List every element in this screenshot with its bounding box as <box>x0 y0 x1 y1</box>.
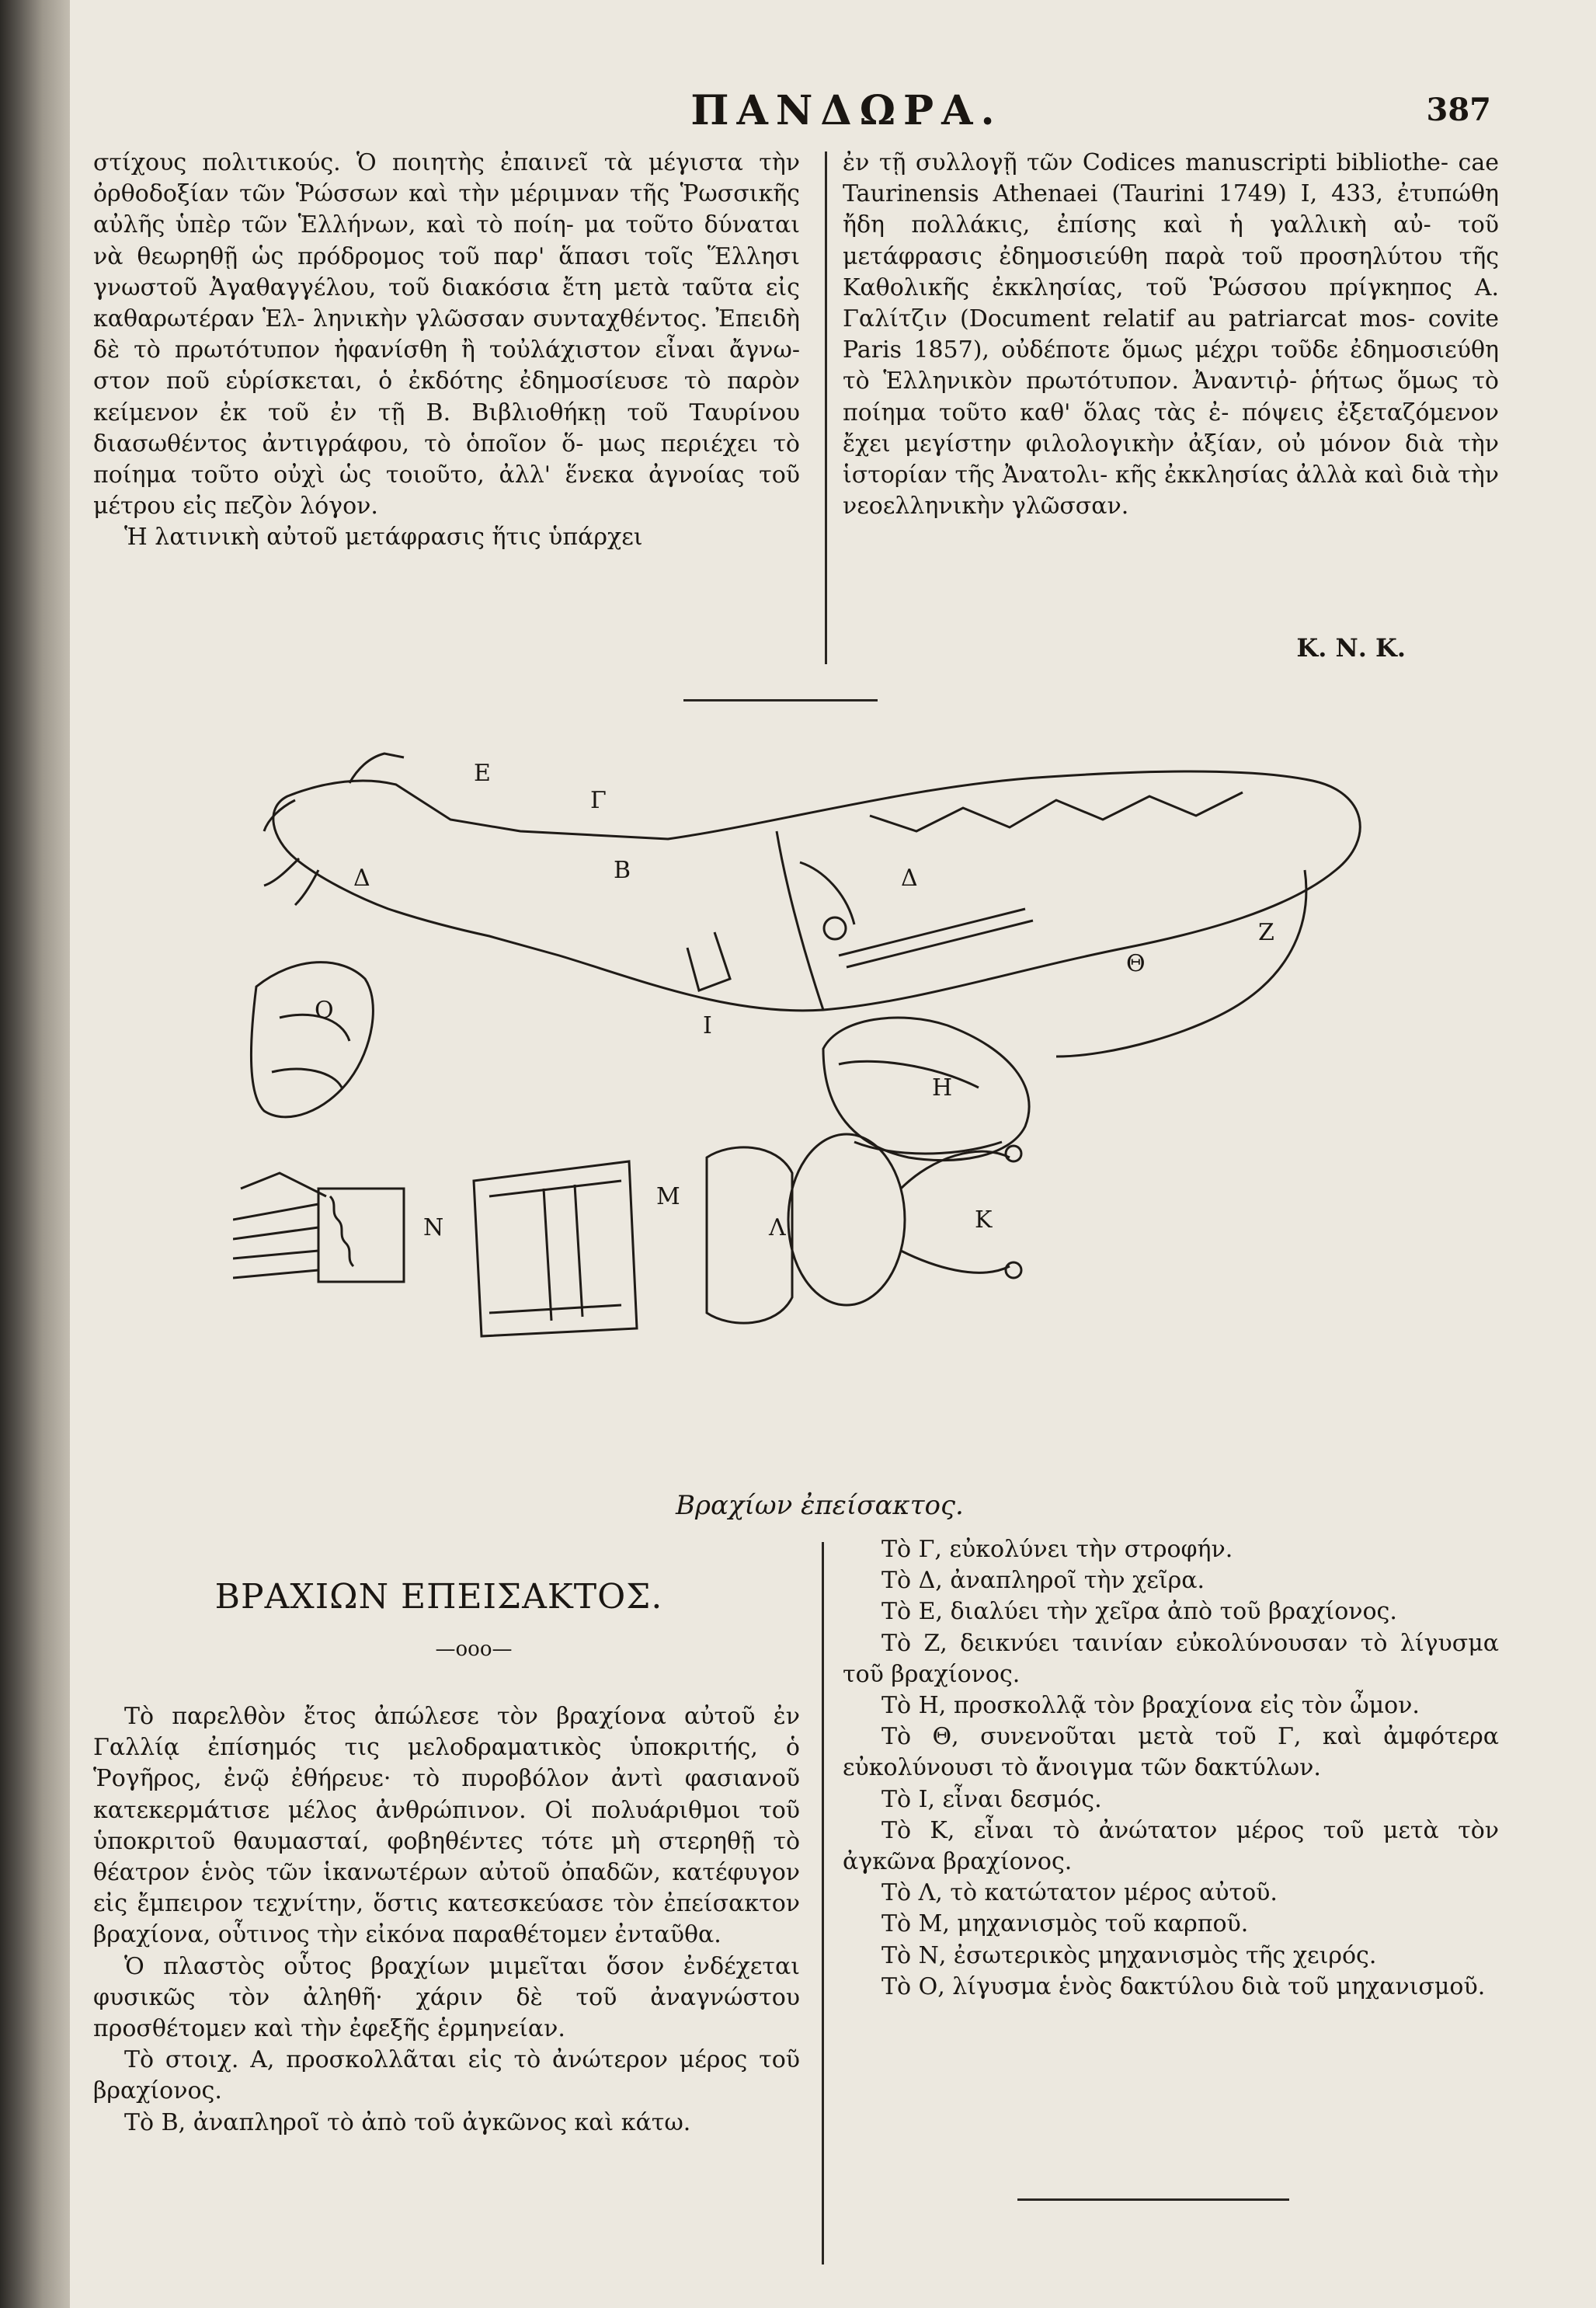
finger-mechanism <box>251 963 373 1117</box>
text-line: ἀξίαν, οὐ μόνον διὰ τὴν ἱστορίαν τῆς Ἀνατολι- <box>843 430 1499 489</box>
lacing <box>870 792 1243 831</box>
text-line: παρὸν κείμενον ἐκ τοῦ ἐν τῇ Β. Βιβλιοθήκῃ τοῦ <box>93 367 800 426</box>
text-line: cae Taurinensis Athenaei (Taurini 1749) I, 433, <box>843 149 1499 208</box>
pulley-cord <box>901 1151 1010 1272</box>
shoulder-cuff <box>823 1018 1029 1161</box>
letter-label: Ε <box>474 760 491 787</box>
text-line: ἐδημοσιεύθη τὸ Ἑλληνικὸν πρωτότυπον. Ἀναντιῤ- <box>843 336 1499 395</box>
letter-label: Β <box>614 857 631 884</box>
text-line: ἀλλ' ἕνεκα ἀγνοίας τοῦ μέτρου εἰς πεζὸν λόγον. <box>93 461 800 520</box>
text-line: κῆς ἐκκλησίας ἀλλὰ καὶ διὰ τὴν νεοελληνικὴν <box>843 461 1499 520</box>
tie-strap <box>687 932 730 990</box>
text-line: τῆς Καθολικῆς ἐκκλησίας, τοῦ Ῥώσσου πρίγκηπος <box>843 242 1499 301</box>
text-line: τοῦ μετάφρασις ἐδημοσιεύθη παρὰ τοῦ προσηλύτου <box>843 211 1499 270</box>
pulley-ring <box>1006 1262 1021 1278</box>
text-line: Α. Γαλίτζιν (Document relatif au patriarcat mos- <box>843 273 1499 333</box>
legend-item: Τὸ Θ, συνενοῦται μετὰ τοῦ Γ, καὶ ἀμφότερα εὐκολύνουσι τὸ ἄνοιγμα τῶν δακτύλων. <box>843 1723 1499 1782</box>
text-line: πόψεις ἐξεταζόμενον ἔχει μεγίστην φιλολογικὴν <box>843 399 1499 458</box>
legend-item: Τὸ Ι, εἶναι δεσμός. <box>881 1785 1102 1813</box>
arm-outline <box>273 771 1360 1011</box>
legend-item: Τὸ Μ, μηχανισμὸς τοῦ καρποῦ. <box>881 1910 1249 1938</box>
page-number: 387 <box>1426 92 1491 128</box>
hand-fingers <box>264 754 404 905</box>
article-body-left <box>93 1701 800 2139</box>
legend-item: Τὸ Λ, τὸ κατώτατον μέρος αὐτοῦ. <box>881 1879 1278 1907</box>
text-line: Ῥωσσικῆς αὐλῆς ὑπὲρ τῶν Ἑλλήνων, καὶ τὸ ποίη- <box>93 180 800 239</box>
prosthetic-arm-engraving <box>233 722 1445 1460</box>
column-divider <box>825 151 827 664</box>
pulley-ring <box>1006 1146 1021 1161</box>
legend-item: Τὸ Ε, διαλύει τὴν χεῖρα ἀπὸ τοῦ βραχίονος. <box>881 1598 1397 1626</box>
top-right-column <box>843 148 1499 522</box>
finger-mechanism-inner <box>272 1015 349 1088</box>
elbow-pivot <box>824 917 846 939</box>
top-left-column <box>93 148 800 554</box>
text-line: covite Paris 1857), οὐδέποτε ὅμως μέχρι τοῦδε <box>843 305 1499 364</box>
hand-mechanism-box <box>318 1189 404 1282</box>
paragraph: Τὸ στοιχ. Α, προσκολλᾶται εἰς τὸ ἀνώτερον μέρος τοῦ βραχίονος. <box>93 2046 800 2105</box>
wrist-mechanism-inner <box>489 1181 621 1321</box>
figure-legend <box>843 1534 1499 2003</box>
column-divider <box>822 1542 824 2264</box>
letter-label: Ο <box>315 997 334 1024</box>
text-line: στίχους πολιτικούς. Ὁ ποιητὴς ἐπαινεῖ τὰ μέγιστα <box>93 149 743 176</box>
paragraph: Ἡ λατινικὴ αὐτοῦ μετάφρασις ἥτις ὑπάρχει <box>124 524 643 552</box>
letter-label: Ζ <box>1258 919 1274 946</box>
legend-item: Τὸ Ζ, δεικνύει ταινίαν εὐκολύνουσαν τὸ λίγυσμα τοῦ βραχίονος. <box>843 1629 1499 1688</box>
letter-label: Κ <box>975 1206 993 1234</box>
section-rule <box>683 699 878 701</box>
text-line: Ταυρίνου διασωθέντος ἀντιγράφου, τὸ ὁποῖον ὅ- <box>93 399 800 458</box>
text-line: μως περιέχει τὸ ποίημα τοῦτο οὐχὶ ὡς τοιοῦτο, <box>93 430 800 489</box>
spring-coil <box>330 1196 353 1266</box>
legend-item: Τὸ Ο, λίγυσμα ἑνὸς δακτύλου διὰ τοῦ μηχανισμοῦ. <box>881 1972 1486 2000</box>
text-line: ληνικὴν γλῶσσαν συνταχθέντος. Ἐπειδὴ δὲ τὸ <box>93 305 800 364</box>
paragraph: Τὸ παρελθὸν ἔτος ἀπώλεσε τὸν βραχίονα αὐτοῦ ἐν Γαλλίᾳ ἐπίσημός τις μελοδραματικὸς ὑποκριτής, ὁ Ῥογῆρος, ἐνῷ ἐθήρευε· τὸ πυροβόλον ἀντὶ φασιανοῦ κατεκερμάτισε μέλος ἀνθρώπινον. Οἱ πολυάριθμοι τοῦ ὑποκριτοῦ θαυμασταί, φοβηθέντες τότε μὴ στερηθῇ τὸ θέατρον ἑνὸς τῶν ἱκανωτέρων αὐτοῦ ὀπαδῶν, κατέφυγον εἰς ἔμπειρον τεχνίτην, ὅστις κατεσκεύασε τὸν ἐπείσακτον βραχίονα, οὗτινος τὴν εἰκόνα παραθέτομεν ἐνταῦθα. <box>93 1703 800 1949</box>
paragraph: Τὸ Β, ἀναπληροῖ τὸ ἀπὸ τοῦ ἀγκῶνος καὶ κάτω. <box>124 2108 691 2136</box>
legend-item: Τὸ Η, προσκολλᾷ τὸν βραχίονα εἰς τὸν ὦμον. <box>881 1692 1420 1720</box>
paragraph <box>93 148 800 522</box>
figure-letters <box>315 760 1274 1241</box>
engraving-lines <box>233 754 1360 1336</box>
letter-label: Θ <box>1126 950 1146 977</box>
legend-item: Τὸ Δ, ἀναπληροῖ τὴν χεῖρα. <box>881 1567 1205 1595</box>
text-line: ἐτυπώθη ἤδη πολλάκις, ἐπίσης καὶ ἡ γαλλικὴ αὐ- <box>843 180 1499 239</box>
book-spine <box>0 0 78 2308</box>
text-line: ἐν τῇ συλλογῇ τῶν Codices manuscripti bibliothe- <box>843 149 1449 176</box>
text-line: στον ποῦ εὑρίσκεται, ὁ ἐκδότης ἐδημοσίευσε τὸ <box>93 367 711 395</box>
text-line: παρ' ἅπασι τοῖς Ἕλλησι γνωστοῦ Ἀγαθαγγέλου, <box>93 242 800 301</box>
title-separator: —οοο— <box>435 1638 513 1661</box>
text-line: τοῦ διακόσια ἔτη μετὰ ταῦτα εἰς καθαρωτέραν Ἑλ- <box>93 273 800 333</box>
letter-label: Δ <box>353 865 370 892</box>
letter-label: Γ <box>590 787 607 814</box>
figure-caption: Βραχίων ἐπείσακτος. <box>676 1490 964 1521</box>
text-line: μα τοῦτο δύναται νὰ θεωρηθῇ ὡς πρόδρομος τοῦ <box>93 211 800 270</box>
letter-label: Μ <box>656 1183 680 1210</box>
skeletal-hand <box>233 1173 326 1278</box>
text-line: πρωτότυπον ἠφανίσθη ἢ τοὐλάχιστον εἶναι ἄγνω- <box>174 336 800 364</box>
legend-item: Τὸ Γ, εὐκολύνει τὴν στροφήν. <box>881 1536 1233 1563</box>
text-line: ῥήτως ὅμως τὸ ποίημα τοῦτο καθ' ὅλας τὰς ἐ- <box>843 367 1499 426</box>
strap <box>839 909 1033 967</box>
upper-cup <box>788 1134 905 1305</box>
author-signature: Κ. Ν. Κ. <box>1296 633 1406 663</box>
tape-ribbon <box>1056 870 1306 1057</box>
paragraph <box>843 148 1499 522</box>
end-rule <box>1017 2198 1289 2201</box>
article-title: ΒΡΑΧΙΩΝ ΕΠΕΙΣΑΚΤΟΣ. <box>214 1577 663 1617</box>
journal-title: ΠΑΝΔΩΡΑ. <box>690 87 1003 134</box>
text-line: γλῶσσαν. <box>1011 493 1129 520</box>
letter-label: Ι <box>703 1012 712 1039</box>
letter-label: Ν <box>423 1214 444 1241</box>
text-line: τὴν ὀρθοδοξίαν τῶν Ῥώσσων καὶ τὴν μέριμναν τῆς <box>93 149 800 208</box>
paragraph: Ὁ πλαστὸς οὗτος βραχίων μιμεῖται ὅσον ἐνδέχεται φυσικῶς τὸν ἀληθῆ· χάριν δὲ τοῦ ἀναγνώστου προσθέτομεν καὶ τὴν ἐφεξῆς ἑρμηνείαν. <box>93 1952 800 2043</box>
legend-item: Τὸ Ν, ἐσωτερικὸς μηχανισμὸς τῆς χειρός. <box>881 1941 1377 1969</box>
legend-item: Τὸ Κ, εἶναι τὸ ἀνώτατον μέρος τοῦ μετὰ τὸν ἀγκῶνα βραχίονος. <box>843 1816 1499 1876</box>
letter-label: Η <box>932 1074 953 1102</box>
letter-label: Δ <box>901 865 918 892</box>
letter-label: Λ <box>769 1214 786 1241</box>
